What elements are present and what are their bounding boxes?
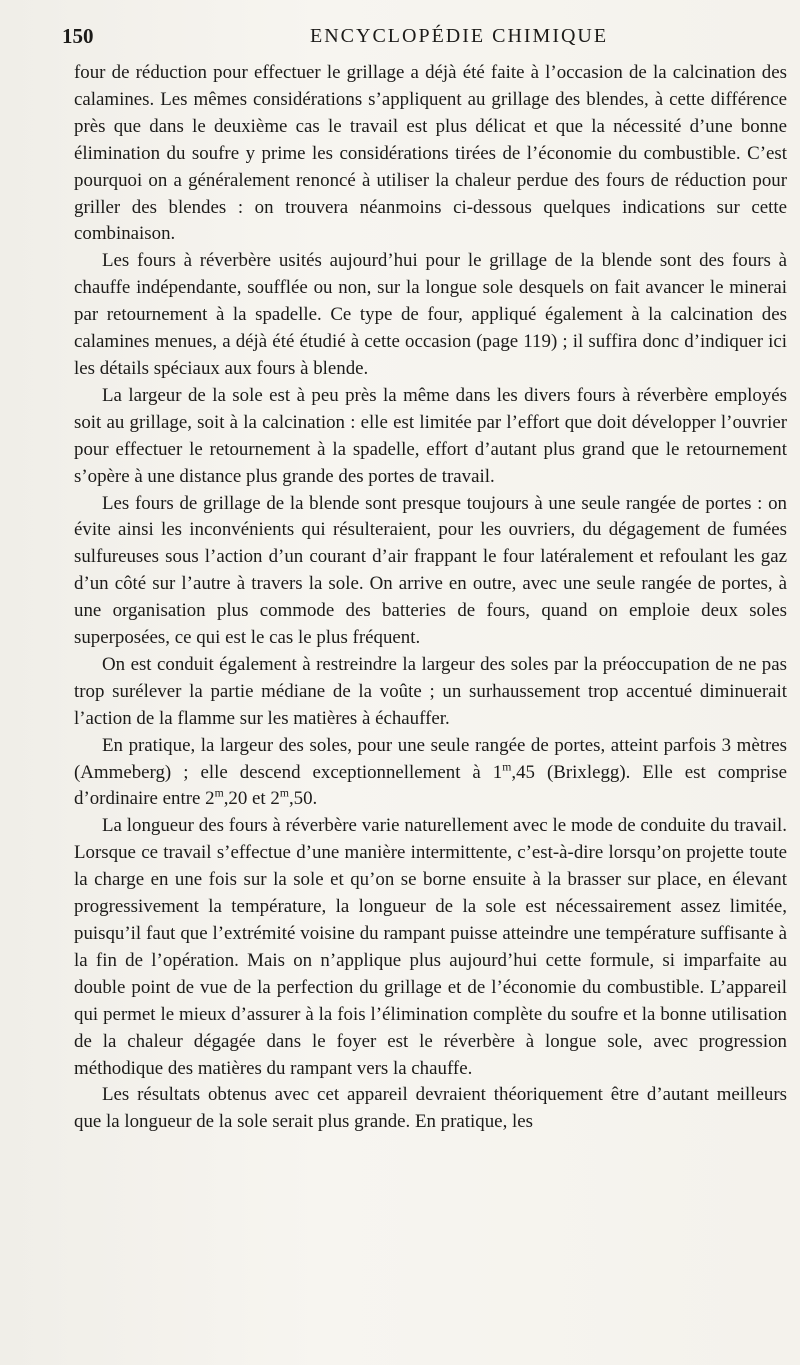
- paragraph-with-measurements: [74, 733, 787, 814]
- unit-superscript: m: [502, 760, 512, 774]
- unit-superscript: m: [214, 787, 224, 801]
- paragraph: On est conduit également à restreindre la largeur des soles par la préoccupation de ne pas trop surélever la partie médiane de la voûte ; un surhaussement trop accentué diminuerait l’action de la flamme sur les matières à échauffer.: [74, 653, 787, 729]
- body-text: [74, 60, 787, 1136]
- paragraph: Les résultats obtenus avec cet appareil devraient théoriquement être d’autant meilleurs que la longueur de la sole serait plus grande. En pratique, les: [74, 1084, 787, 1133]
- paragraph: La longueur des fours à réverbère varie naturellement avec le mode de conduite du travail. Lorsque ce travail s’effectue d’une manière intermittente, c’est-à-dire lorsqu’on projette toute la charge en une fois sur la sole et qu’on se borne ensuite à la brasser sur place, en élevant progressivement la température, la longueur de la sole est nécessairement assez limitée, puisqu’il faut que l’extrémité voisine du rampant puisse atteindre une température suffisante à la fin de l’opération. Mais on n’applique plus aujourd’hui cette formule, si imparfaite au double point de vue de la perfection du grillage et de l’économie du combustible. L’appareil qui permet le mieux d’assurer à la fois l’élimination complète du soufre et la bonne utilisation de la chaleur dégagée dans le foyer est le réverbère à longue sole, avec progression méthodique des matières du rampant vers la chauffe.: [74, 815, 787, 1079]
- running-title: ENCYCLOPÉDIE CHIMIQUE: [310, 25, 609, 47]
- paragraph: Les fours à réverbère usités aujourd’hui pour le grillage de la blende sont des fours à chauffe indépendante, soufflée ou non, sur la longue sole desquels on fait avancer le minerai par retournement à la spadelle. Ce type de four, appliqué également à la calcination des calamines menues, a déjà été étudié à cette occasion (page 119) ; il suffira donc d’indiquer ici les détails spéciaux aux fours à blende.: [74, 250, 787, 379]
- paragraph-text: En pratique, la largeur des soles, pour une seule rangée de portes, atteint parfois 3 mètres (Ammeberg) ; elle descend exceptionnellement à 1: [74, 734, 787, 783]
- page-number: 150: [62, 24, 94, 48]
- unit-superscript: m: [279, 787, 289, 801]
- paragraph: Les fours de grillage de la blende sont presque toujours à une seule rangée de portes : on évite ainsi les inconvénients qui résulteraient, pour les ouvriers, du dégagement de fumées sulfureuses sous l’action d’un courant d’air frappant le four latéralement et refoulant les gaz d’un côté sur l’autre à travers la sole. On arrive en outre, avec une seule rangée de portes, à une organisation plus commode des batteries de fours, quand on emploie deux soles superposées, ce qui est le cas le plus fréquent.: [74, 492, 787, 649]
- paragraph-text: ,20 et 2: [223, 788, 280, 810]
- paragraph: four de réduction pour effectuer le grillage a déjà été faite à l’occasion de la calcination des calamines. Les mêmes considérations s’appliquent au grillage des blendes, à cette différence près que dans le deuxième cas le travail est plus délicat et que la nécessité d’une bonne élimination du soufre y prime les considérations tirées de l’économie du combustible. C’est pourquoi on a généralement renoncé à utiliser la chaleur perdue des fours de réduction pour griller des blendes : on trouvera néanmoins ci-dessous quelques indications sur cette combinaison.: [74, 62, 787, 245]
- paragraph-text: ,45 (Brixlegg). Elle est comprise d’ordinaire entre 2: [74, 761, 787, 810]
- paragraph-text: ,50.: [288, 788, 318, 810]
- paragraph: La largeur de la sole est à peu près la même dans les divers fours à réverbère employés soit au grillage, soit à la calcination : elle est limitée par l’effort que doit développer l’ouvrier pour effectuer le retournement à la spadelle, effort d’autant plus grand que le retournement s’opère à une distance plus grande des portes de travail.: [74, 384, 787, 487]
- page-header: [62, 18, 702, 54]
